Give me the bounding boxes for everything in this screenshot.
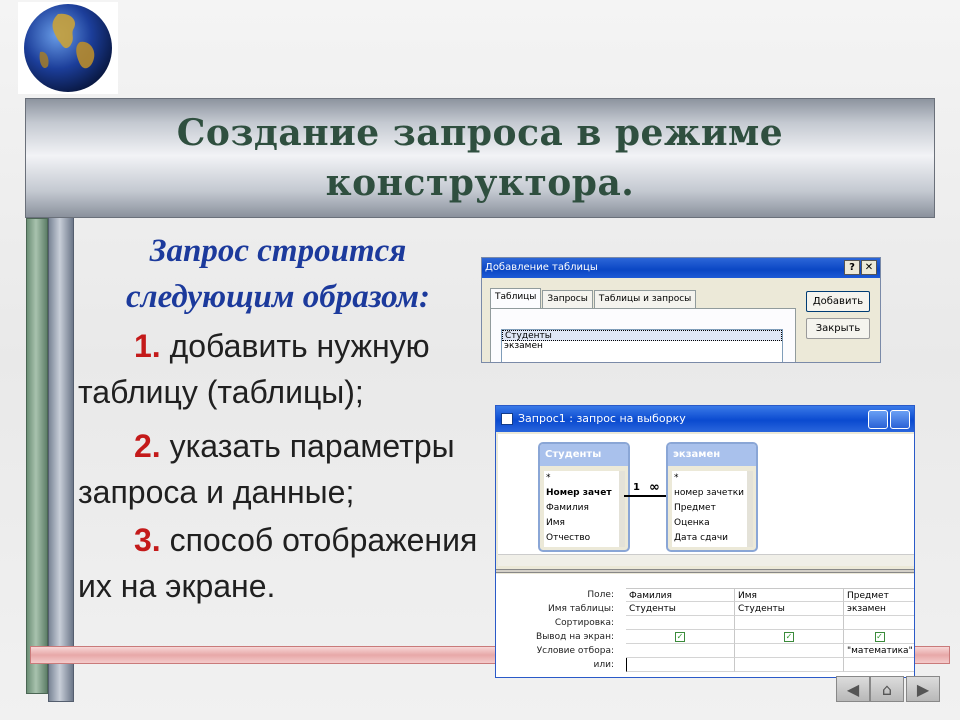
field-list-students[interactable] (538, 442, 630, 552)
field-list-body (672, 471, 750, 547)
field-list-title: экзамен (668, 444, 756, 466)
field-item[interactable]: Номер зачет (546, 488, 612, 498)
show-cell[interactable] (844, 630, 915, 644)
window-title: Запрос1 : запрос на выборку (518, 412, 686, 425)
criteria-cell[interactable] (735, 644, 844, 658)
show-cell[interactable] (735, 630, 844, 644)
row-label-sort: Сортировка: (554, 618, 614, 628)
field-cell[interactable]: Фамилия (626, 588, 735, 602)
criteria-cell[interactable] (626, 644, 735, 658)
decor-bar-gray (48, 210, 74, 702)
sort-cell[interactable] (735, 616, 844, 630)
or-cell[interactable] (626, 658, 735, 672)
dialog-close-button[interactable]: Закрыть (806, 318, 870, 339)
step-text: указать параметры запроса и данные; (78, 428, 455, 510)
step-3 (78, 517, 518, 609)
relation-many-label: ∞ (649, 480, 660, 495)
tab-pane (490, 308, 796, 363)
field-item[interactable]: Дата сдачи (674, 533, 729, 543)
field-item[interactable]: * (546, 473, 551, 483)
sort-cell[interactable] (626, 616, 735, 630)
field-item[interactable]: Оценка (674, 518, 710, 528)
minimize-button[interactable] (868, 410, 888, 429)
step-2 (78, 423, 518, 515)
window-titlebar (496, 406, 914, 432)
relation-one-label: 1 (633, 482, 640, 493)
row-label-or: или: (593, 660, 614, 670)
next-slide-button[interactable]: ▶ (906, 676, 940, 702)
step-1 (78, 323, 518, 415)
row-label-table: Имя таблицы: (548, 604, 614, 614)
field-list-exam[interactable] (666, 442, 758, 552)
pane-splitter[interactable] (496, 569, 915, 573)
step-text: способ отображения их на экране. (78, 522, 478, 604)
tab-tables-and-queries[interactable]: Таблицы и запросы (594, 290, 696, 308)
prev-slide-button[interactable]: ◀ (836, 676, 870, 702)
tab-tables[interactable]: Таблицы (490, 288, 541, 308)
row-label-show: Вывод на экран: (536, 632, 614, 642)
show-cell[interactable] (626, 630, 735, 644)
step-number: 2. (134, 428, 161, 464)
help-button[interactable]: ? (844, 260, 860, 275)
globe-icon (18, 2, 118, 94)
show-checkbox[interactable]: ✓ (876, 632, 883, 641)
step-number: 1. (134, 328, 161, 364)
tab-queries[interactable]: Запросы (542, 290, 592, 308)
or-cell[interactable] (735, 658, 844, 672)
list-item[interactable]: Студенты (502, 330, 782, 341)
field-item[interactable]: Отчество (546, 533, 591, 543)
sort-cell[interactable] (844, 616, 915, 630)
field-item[interactable]: номер зачетки (674, 488, 744, 498)
decor-bar-green (26, 218, 48, 694)
row-label-criteria: Условие отбора: (536, 646, 614, 656)
step-text: добавить нужную таблицу (таблицы); (78, 328, 430, 410)
table-cell[interactable]: Студенты (626, 602, 735, 616)
table-list[interactable] (501, 329, 783, 363)
table-cell[interactable]: экзамен (844, 602, 915, 616)
slide-title: Создание запроса в режиме конструктора. (176, 112, 784, 204)
maximize-button[interactable] (890, 410, 910, 429)
add-button[interactable]: Добавить (806, 291, 870, 312)
field-item[interactable]: * (674, 473, 679, 483)
table-diagram-area (498, 434, 914, 561)
query-window (495, 405, 915, 678)
home-button[interactable]: ⌂ (870, 676, 904, 702)
field-cell[interactable]: Предмет (844, 588, 915, 602)
table-cell[interactable]: Студенты (735, 602, 844, 616)
query-app-icon (501, 413, 513, 425)
field-list-title: Студенты (540, 444, 628, 466)
dialog-title: Добавление таблицы (485, 262, 598, 273)
title-banner (25, 98, 935, 218)
scrollbar[interactable] (747, 471, 753, 547)
row-label-field: Поле: (587, 590, 614, 600)
show-checkbox[interactable]: ✓ (785, 632, 793, 641)
list-item[interactable]: экзамен (504, 341, 543, 351)
field-item[interactable]: Предмет (674, 503, 716, 513)
close-button[interactable]: ✕ (861, 260, 877, 275)
horizontal-scrollbar[interactable] (498, 554, 914, 566)
step-number: 3. (134, 522, 161, 558)
field-item[interactable]: Фамилия (546, 503, 589, 513)
add-table-dialog (481, 257, 881, 363)
field-item[interactable]: Имя (546, 518, 565, 528)
field-cell[interactable]: Имя (735, 588, 844, 602)
relationship-line[interactable] (624, 478, 670, 502)
dialog-titlebar (482, 258, 880, 278)
design-grid (496, 574, 915, 678)
tab-strip (490, 290, 697, 308)
field-list-body (544, 471, 622, 547)
lead-text: Запрос строится следующим образом: (125, 233, 431, 315)
or-cell[interactable] (844, 658, 915, 672)
show-checkbox[interactable]: ✓ (676, 632, 684, 641)
criteria-cell[interactable]: "математика" (844, 644, 915, 658)
